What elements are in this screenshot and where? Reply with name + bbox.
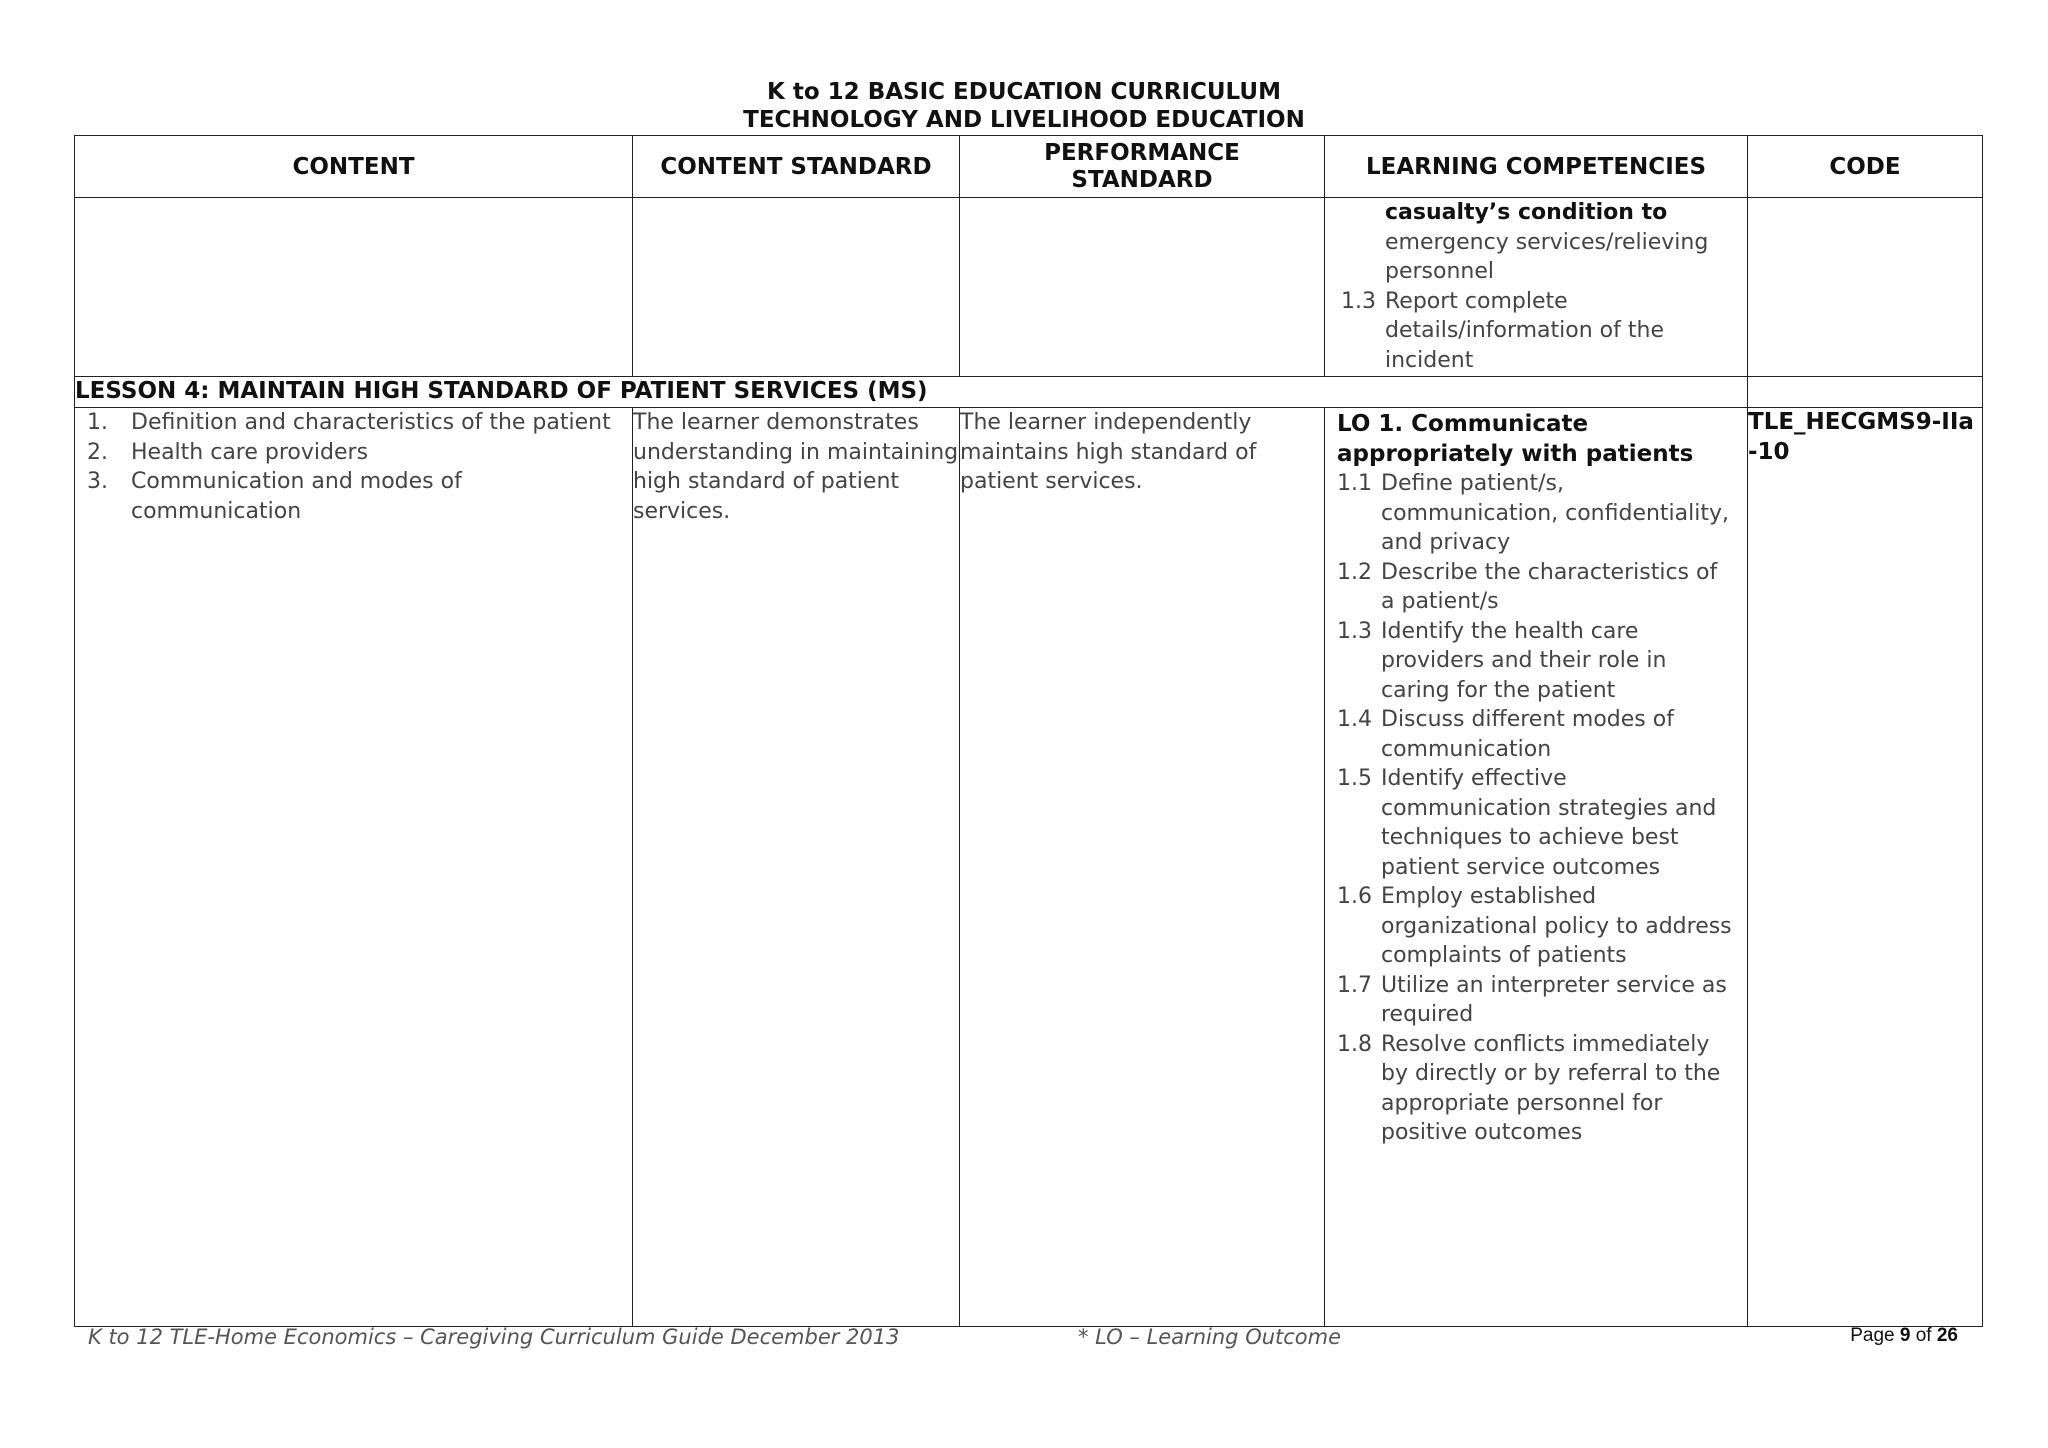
continuation-line: personnel	[1385, 259, 1495, 284]
competency-text: Resolve conflicts immediately by directly or by referral to the appropriate personnel for positive outcomes	[1381, 1031, 1721, 1145]
list-item	[1337, 764, 1735, 882]
cell-empty	[75, 198, 633, 377]
list-item	[1337, 705, 1735, 764]
list-text: Communication and modes of communication	[131, 469, 462, 524]
list-item	[1337, 1030, 1735, 1148]
competency-number: 1.5	[1337, 766, 1372, 791]
continuation-first-line: casualty’s condition to	[1385, 200, 1668, 225]
cell-empty	[633, 198, 960, 377]
page-total: 26	[1936, 1325, 1958, 1346]
competency-text: Utilize an interpreter service as required	[1381, 972, 1727, 1027]
list-item	[1337, 558, 1735, 617]
competency-number: 1.4	[1337, 707, 1372, 732]
competency-number: 1.3	[1341, 288, 1376, 314]
list-item	[1337, 882, 1735, 971]
list-item	[87, 467, 624, 526]
list-text: Definition and characteristics of the patient	[131, 410, 611, 435]
lesson-title: LESSON 4: MAINTAIN HIGH STANDARD OF PATIENT SERVICES (MS)	[75, 377, 1748, 408]
list-number: 1.	[87, 410, 108, 435]
list-number: 2.	[87, 439, 108, 465]
footer-guide-title: K to 12 TLE-Home Economics – Caregiving Curriculum Guide December 2013	[88, 1325, 900, 1349]
continuation-item-line: incident	[1385, 347, 1474, 373]
list-item	[1337, 617, 1735, 706]
continuation-competencies-cell	[1325, 198, 1748, 377]
column-header-content-standard: CONTENT STANDARD	[633, 136, 960, 198]
list-text: Health care providers	[131, 439, 369, 465]
learning-competencies-cell	[1325, 408, 1748, 1327]
page-prefix: Page	[1850, 1325, 1900, 1346]
curriculum-table	[74, 135, 1983, 1327]
performance-standard-cell: The learner independently maintains high standard of patient services.	[960, 408, 1325, 1327]
document-header	[0, 78, 2048, 134]
list-item	[1337, 469, 1735, 558]
page-number	[1850, 1325, 1958, 1347]
competency-text: Discuss different modes of communication	[1381, 707, 1674, 762]
page-of: of	[1910, 1325, 1937, 1346]
cell-empty	[1748, 377, 1983, 408]
column-header-code: CODE	[1748, 136, 1983, 198]
list-item	[1337, 971, 1735, 1030]
list-item	[87, 438, 624, 468]
competency-number: 1.7	[1337, 972, 1372, 998]
table-row	[75, 408, 1983, 1327]
cell-empty	[1748, 198, 1983, 377]
cell-empty	[960, 198, 1325, 377]
content-cell	[75, 408, 633, 1327]
title-line-1: K to 12 BASIC EDUCATION CURRICULUM	[767, 79, 1281, 105]
code-cell	[1748, 408, 1983, 1327]
competency-number: 1.8	[1337, 1031, 1372, 1057]
performance-standard-label: PERFORMANCE STANDARD	[1044, 139, 1240, 193]
continuation-line: emergency services/relieving	[1385, 229, 1709, 255]
page-current: 9	[1899, 1325, 1911, 1346]
competency-text: Describe the characteristics of a patient/s	[1381, 559, 1718, 614]
competency-number: 1.6	[1337, 884, 1372, 909]
footer-lo-note: * LO – Learning Outcome	[1078, 1325, 1342, 1349]
title-line-2: TECHNOLOGY AND LIVELIHOOD EDUCATION	[743, 107, 1305, 133]
content-list	[75, 408, 632, 526]
competency-text: Identify the health care providers and their role in caring for the patient	[1381, 618, 1667, 703]
table-row	[75, 198, 1983, 377]
competency-text: Identify effective communication strategies and techniques to achieve best patient service outcomes	[1381, 766, 1717, 880]
list-item	[87, 408, 624, 438]
learning-outcome-title: LO 1. Communicate appropriately with patients	[1337, 411, 1694, 467]
content-standard-cell: The learner demonstrates understanding in maintaining high standard of patient services.	[633, 408, 960, 1327]
competency-number: 1.2	[1337, 559, 1372, 585]
competency-code: TLE_HECGMS9-IIa-10	[1748, 409, 1974, 465]
competency-number: 1.1	[1337, 471, 1372, 496]
list-number: 3.	[87, 469, 108, 494]
column-header-content: CONTENT	[75, 136, 633, 198]
column-header-learning-competencies: LEARNING COMPETENCIES	[1325, 136, 1748, 198]
lesson-row	[75, 377, 1983, 408]
competency-number: 1.3	[1337, 618, 1372, 644]
continuation-item-line: Report complete	[1385, 288, 1568, 314]
competency-text: Define patient/s, communication, confidentiality, and privacy	[1381, 471, 1730, 555]
competency-text: Employ established organizational policy to address complaints of patients	[1381, 884, 1732, 968]
table-header-row	[75, 136, 1983, 198]
column-header-performance-standard	[960, 136, 1325, 198]
continuation-item-line: details/information of the	[1385, 318, 1664, 343]
